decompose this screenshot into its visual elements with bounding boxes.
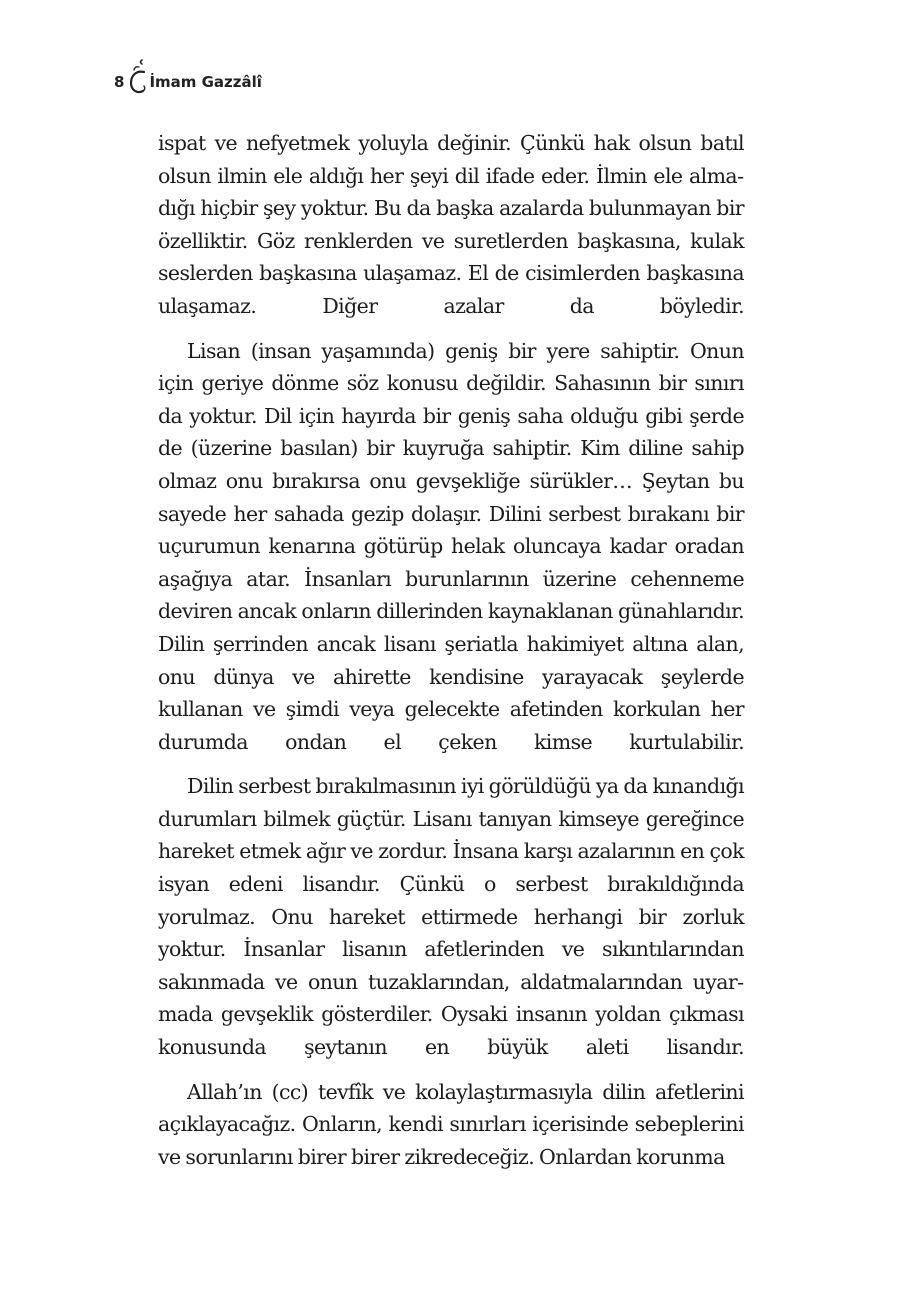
paragraph: Dilin serbest bırakılmasının iyi görüldüğü ya da kınandığı durumları bilmek güçtür. Lisanı tanıyan kimseye gereğince hareket etmek ağır ve zordur. İnsana karşı azalarının en çok isyan edeni lisandır. Çünkü o serbest bırakıldığında yorulmaz. Onu hareket ettirmede herhangi bir zorluk yoktur. İnsanlar lisanın afetlerinden ve sıkıntılarından sakınmada ve onun tuzaklarından, aldatmalarından uyarmada gevşeklik gösterdiler. Oysaki insanın yoldan çıkması konusunda şeytanın en büyük aleti lisandır. [158,774,745,1060]
paragraph: Allah’ın (cc) tevfîk ve kolaylaştırmasıyla dilin afetlerini açıklayacağız. Onların, kendi sınırları içerisinde sebeplerini ve sorunlarını birer birer zikredeceğiz. Onlardan korunma [158,1079,744,1169]
page-number: 8 [114,73,125,91]
running-header [114,56,262,96]
paragraph: Lisan (insan yaşamında) geniş bir yere sahiptir. Onun için geriye dönme söz konusu değildir. Sahasının bir sınırı da yoktur. Dil için hayırda bir geniş saha olduğu gibi şerde de (üzerine basılan) bir kuyruğa sahiptir. Kim diline sahip olmaz onu bırakırsa onu gevşekliğe sürükler… Şeytan bu sayede her sahada gezip dolaşır. Dilini serbest bırakanı bir uçurumun kenarına götürüp helak oluncaya kadar oradan aşağıya atar. İnsanları burunlarının üzerine cehenneme deviren ancak onların dillerinden kaynaklanan günahlarıdır. Dilin şerrinden ancak lisanı şeriatla hakimiyet altına alan, onu dünya ve ahirette kendisine yarayacak şeylerde kullanan ve şimdi veya gelecekte afetinden korkulan her durumda ondan el çeken kimse kurtulabilir. [158,338,744,754]
body-text [158,127,744,1173]
header-title: İmam Gazzâlî [149,73,262,91]
calligraphy-ornament-icon [126,56,148,96]
paragraph: ispat ve nefyetmek yoluyla değinir. Çünkü hak olsun batıl olsun ilmin ele aldığı her şeyi dil ifade eder. İlmin ele almadığı hiçbir şey yoktur. Bu da başka azalarda bulunmayan bir özelliktir. Göz renklerden ve suretlerden başkasına, kulak seslerden başkasına ulaşamaz. El de cisimlerden başkasına ulaşamaz. Diğer azalar da böyledir. [158,131,744,318]
